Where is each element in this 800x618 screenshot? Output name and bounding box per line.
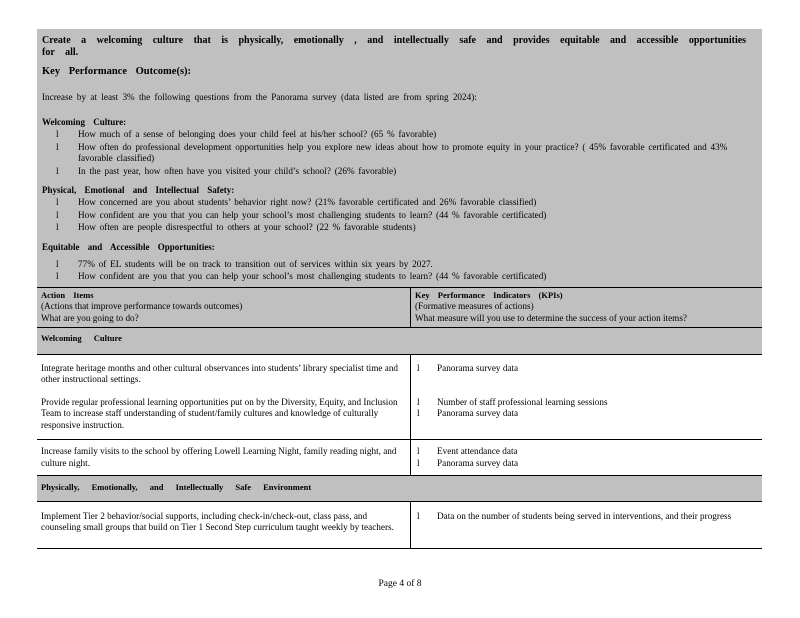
action-items-header: Action Items (Actions that improve performance towards outcomes) What are you going to do?	[37, 287, 411, 328]
kpi-item: l Data on the number of students being served in interventions, and their progress	[417, 510, 732, 521]
list-item: l How often are people disrespectful to others at your school? (22 % favorable students)	[56, 222, 416, 232]
table-row: Implement Tier 2 behavior/social supports, including check-in/check-out, class pass, and counseling small groups that build on Tier 1 Second Step curriculum taught weekly by teachers. l Data on the number of students being served in interventions, and their progress	[37, 501, 762, 548]
kpi-item: l Number of staff professional learning sessions	[417, 396, 608, 407]
list-item: l 77% of EL students will be on track to transition out of services within six years by 2027.	[56, 258, 433, 269]
kpi-item: l Panorama survey data	[417, 362, 519, 373]
table-row: Integrate heritage months and other cultural observances into students’ library specialist time and other instructional settings. l Panorama survey data	[37, 354, 762, 386]
list-item: l How confident are you that you can help your school’s most challenging students to learn? (44 % favorable certificated)	[56, 271, 547, 281]
kpo-heading: Key Performance Outcome(s):	[42, 66, 192, 77]
kpo-intro: Increase by at least 3% the following questions from the Panorama survey (data listed are from spring 2024):	[42, 92, 477, 102]
goal-section	[37, 29, 762, 287]
list-item: l How much of a sense of belonging does your child feel at his/her school? (65 % favorable)	[56, 129, 437, 139]
section-heading-safety: Physical, Emotional and Intellectual Safety:	[42, 185, 235, 195]
band-welcoming-culture: Welcoming Culture	[37, 328, 762, 355]
list-item: l In the past year, how often have you visited your child’s school? (26% favorable)	[56, 165, 397, 176]
action-kpi-table	[37, 287, 762, 549]
kpi-item: l Panorama survey data	[417, 457, 519, 468]
list-item: l How confident are you that you can help your school’s most challenging students to learn? (44 % favorable certificated)	[56, 209, 547, 220]
table-row: Increase family visits to the school by offering Lowell Learning Night, family reading night, and culture night. l Event attendance data l Panorama survey data	[37, 440, 762, 476]
list-item: l How concerned are you about students’ behavior right now? (21% favorable certificated and 26% favorable classified)	[56, 197, 537, 207]
list-item: l How often do professional development opportunities help you explore new ideas about how to promote equity in your practice? ( 45% favorable certificated and 43% favorable classified)	[56, 141, 728, 163]
page-number: Page 4 of 8	[378, 579, 422, 589]
band-safe-environment: Physically, Emotionally, and Intellectually Safe Environment	[37, 476, 762, 502]
kpi-header: Key Performance Indicators (KPIs) (Formative measures of actions) What measure will you use to determine the success of your action items?	[411, 287, 763, 328]
section-heading-welcoming: Welcoming Culture:	[42, 117, 127, 127]
table-header-row	[37, 287, 762, 328]
goal-title: Create a welcoming culture that is physically, emotionally , and intellectually safe and provides equitable and accessible opportunities for all.	[42, 35, 747, 58]
section-heading-equitable: Equitable and Accessible Opportunities:	[42, 241, 215, 252]
kpi-item: l Panorama survey data	[417, 408, 519, 418]
table-row: Provide regular professional learning opportunities put on by the Diversity, Equity, and Inclusion Team to increase staff understanding of student/family cultures and knowledge of culturally responsive instruction. l Number of staff professional learning sessions l Panorama survey data	[37, 386, 762, 440]
kpi-item: l Event attendance data	[417, 446, 518, 456]
document-page	[37, 29, 762, 549]
